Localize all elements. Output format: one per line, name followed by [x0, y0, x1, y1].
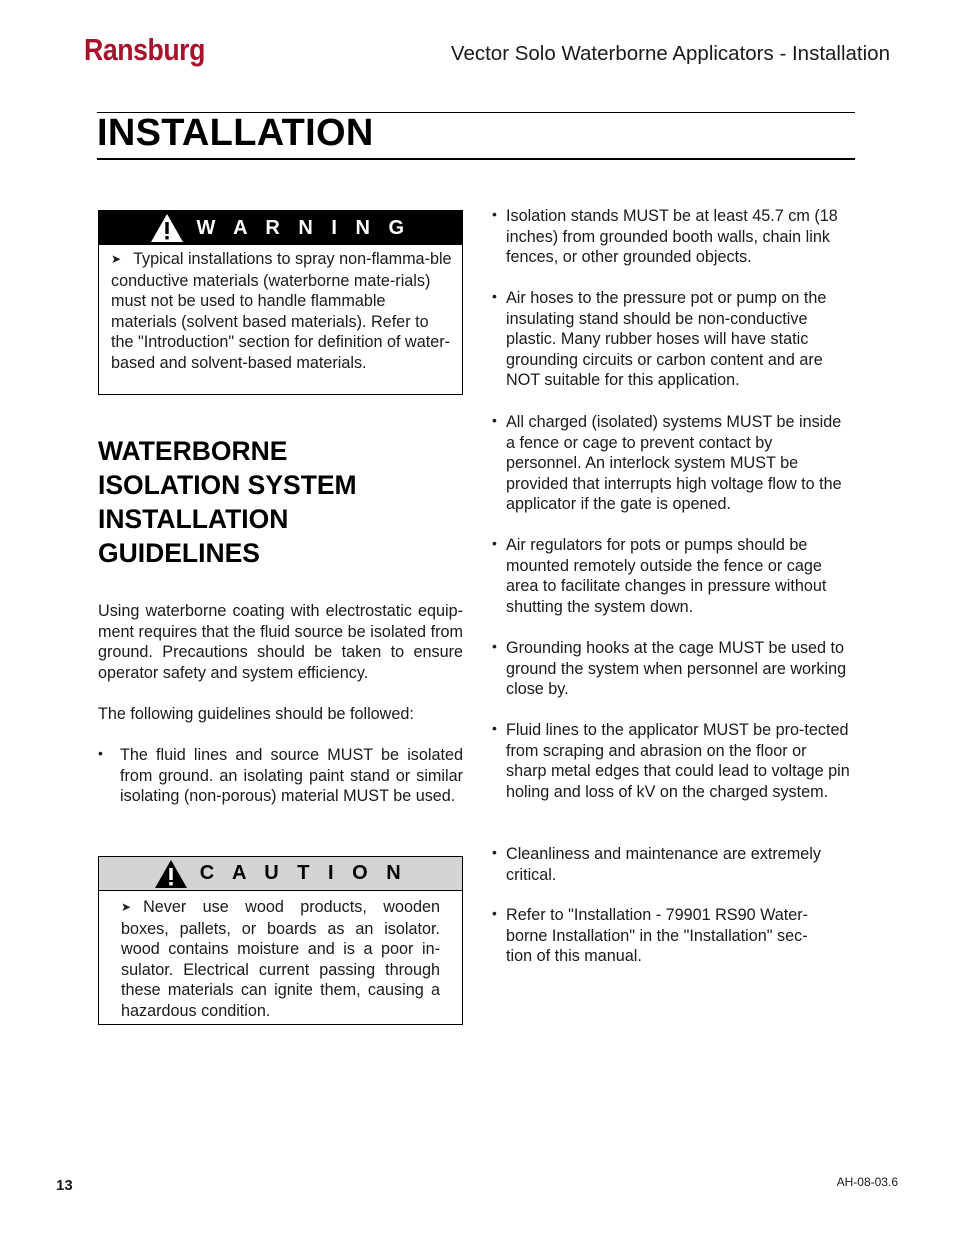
list-item-text: Grounding hooks at the cage MUST be used to ground the system when personnel are working close by.	[506, 639, 847, 699]
lead-paragraph: The following guidelines should be followed:	[98, 705, 414, 723]
caution-text: Never use wood products, wooden boxes, pallets, or boards as an isolator. wood contains moisture and is a poor in-sulator. Electrical current passing through these materials can ignite them, causing a hazardous condition.	[121, 898, 440, 1020]
page-number: 13	[56, 1177, 73, 1194]
warning-label: W A R N I N G	[196, 216, 411, 239]
caution-text-block	[99, 891, 462, 1022]
list-item-text: Isolation stands MUST be at least 45.7 cm (18 inches) from grounded booth walls, chain link fences, or other grounded objects.	[506, 207, 838, 267]
list-item-text: Refer to "Installation - 79901 RS90 Water-borne Installation" in the "Installation" sec-tion of this manual.	[506, 906, 809, 966]
header-title: Vector Solo Waterborne Applicators - Installation	[450, 42, 890, 65]
caution-box	[98, 856, 463, 1025]
bullet-dot: •	[492, 535, 497, 551]
brand-logo: Ransburg	[84, 32, 205, 67]
list-item-text: Air regulators for pots or pumps should be mounted remotely outside the fence or cage area to facilitate changes in pressure without shutting the system down.	[506, 536, 827, 616]
arrow-bullet-icon: ➤	[111, 252, 122, 266]
list-item-text: Air hoses to the pressure pot or pump on the insulating stand should be non-conductive plastic. Many rubber hoses will have static grounding circuits or carbon content and are NOT suitable for this application.	[506, 289, 827, 390]
bullet-dot: •	[492, 638, 497, 654]
section-title-line: WATERBORNE	[98, 436, 288, 466]
bullet-dot: •	[492, 412, 497, 428]
warning-header	[99, 211, 462, 245]
title-bottom-rule	[97, 158, 855, 160]
section-title	[98, 434, 357, 570]
bullet-dot: •	[492, 905, 497, 921]
list-item-text: All charged (isolated) systems MUST be inside a fence or cage to prevent contact by personnel. An interlock system MUST be provided that interrupts high voltage flow to the applicator if the gate is opened.	[506, 413, 842, 514]
warning-text-block	[99, 245, 462, 374]
section-title-line: INSTALLATION	[98, 504, 289, 534]
bullet-dot: •	[492, 288, 497, 304]
bullet-dot: •	[492, 844, 497, 860]
section-title-line: GUIDELINES	[98, 538, 260, 568]
intro-paragraph: Using waterborne coating with electrostatic equip-ment requires that the fluid source be isolated from ground. Precautions should be taken to ensure operator safety and system efficiency.	[98, 602, 463, 682]
list-item-text: Fluid lines to the applicator MUST be pro-tected from scraping and abrasion on the floor or sharp metal edges that could lead to voltage pin holing and loss of kV on the charged system.	[506, 721, 850, 801]
bullet-dot: •	[492, 206, 497, 222]
caution-label: C A U T I O N	[199, 862, 408, 884]
list-item	[98, 745, 463, 809]
list-item-text: Cleanliness and maintenance are extremely critical.	[506, 845, 821, 884]
warning-box	[98, 210, 463, 395]
section-title-line: ISOLATION SYSTEM	[98, 470, 357, 500]
bullet-dot: •	[492, 720, 497, 736]
warning-triangle-icon	[154, 859, 188, 889]
arrow-bullet-icon: ➤	[121, 900, 132, 914]
document-code: AH-08-03.6	[836, 1175, 898, 1189]
caution-header	[99, 857, 462, 891]
page-title: INSTALLATION	[97, 112, 374, 154]
warning-text: Typical installations to spray non-flamma-ble conductive materials (waterborne mate-rials) must not be used to handle flammable materials (solvent based materials). Refer to the "Introduction" section for definition of water-based and solvent-based materials.	[111, 250, 452, 372]
bullet-dot: •	[98, 745, 103, 761]
warning-triangle-icon	[150, 213, 184, 243]
list-item-text: The fluid lines and source MUST be isolated from ground. an isolating paint stand or similar isolating (non-porous) material MUST be used.	[120, 746, 463, 806]
